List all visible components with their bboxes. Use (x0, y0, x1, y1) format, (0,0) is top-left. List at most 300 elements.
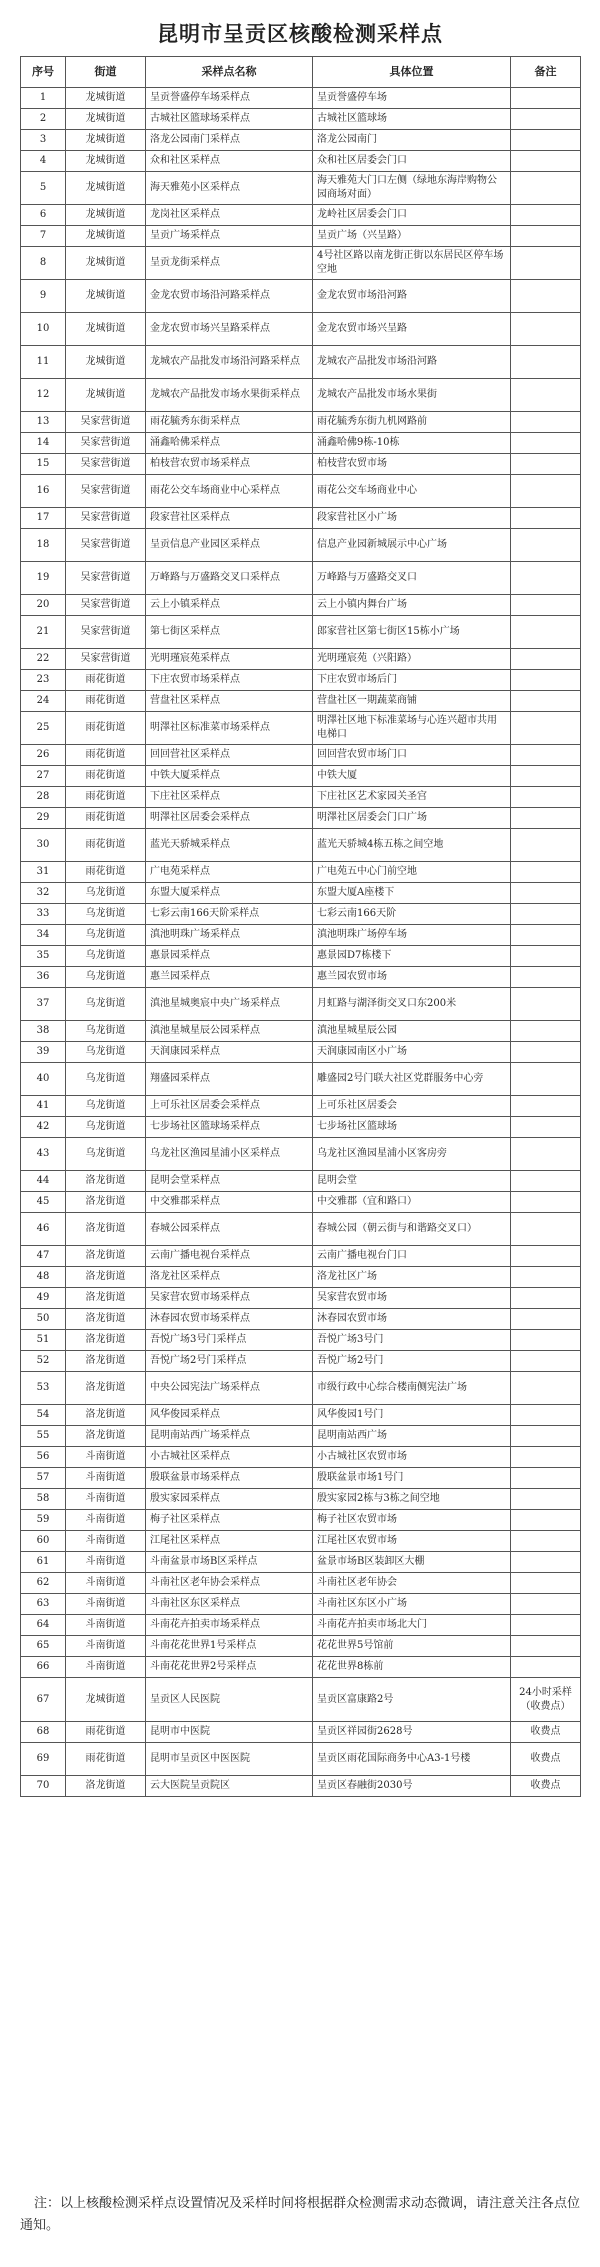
row-site-name: 天润康园采样点 (146, 1042, 313, 1063)
row-location: 风华俊园1号门 (313, 1405, 511, 1426)
row-street: 龙城街道 (66, 88, 146, 109)
table-row (21, 562, 581, 595)
row-location: 吴家营农贸市场 (313, 1288, 511, 1309)
row-number: 61 (21, 1552, 66, 1573)
row-location: 斗南社区老年协会 (313, 1573, 511, 1594)
row-remark (511, 1213, 581, 1246)
row-site-name: 明澤社区标准菜市场采样点 (146, 712, 313, 745)
row-location: 回回营农贸市场门口 (313, 745, 511, 766)
table-row (21, 1042, 581, 1063)
row-site-name: 沐春园农贸市场采样点 (146, 1309, 313, 1330)
table-row (21, 691, 581, 712)
row-street: 乌龙街道 (66, 1021, 146, 1042)
row-site-name: 小古城社区采样点 (146, 1447, 313, 1468)
row-location: 洛龙公园南门 (313, 130, 511, 151)
row-remark (511, 433, 581, 454)
row-number: 66 (21, 1657, 66, 1678)
row-location: 呈贡区富康路2号 (313, 1678, 511, 1722)
row-remark (511, 904, 581, 925)
row-street: 斗南街道 (66, 1447, 146, 1468)
row-remark (511, 109, 581, 130)
row-site-name: 斗南花花世界1号采样点 (146, 1636, 313, 1657)
row-street: 洛龙街道 (66, 1351, 146, 1372)
row-street: 龙城街道 (66, 109, 146, 130)
row-location: 信息产业园新城展示中心广场 (313, 529, 511, 562)
row-site-name: 昆明会堂采样点 (146, 1171, 313, 1192)
row-number: 51 (21, 1330, 66, 1351)
row-street: 龙城街道 (66, 226, 146, 247)
table-row (21, 529, 581, 562)
row-street: 斗南街道 (66, 1510, 146, 1531)
table-row (21, 883, 581, 904)
row-street: 洛龙街道 (66, 1267, 146, 1288)
table-row (21, 808, 581, 829)
row-location: 下庄社区艺术家园关圣宫 (313, 787, 511, 808)
row-number: 26 (21, 745, 66, 766)
sampling-points-table (20, 56, 581, 1797)
row-remark (511, 346, 581, 379)
row-location: 段家营社区小广场 (313, 508, 511, 529)
row-location: 万峰路与万盛路交叉口 (313, 562, 511, 595)
row-location: 昆明会堂 (313, 1171, 511, 1192)
row-street: 吴家营街道 (66, 508, 146, 529)
row-location: 吾悦广场3号门 (313, 1330, 511, 1351)
row-location: 天润康园南区小广场 (313, 1042, 511, 1063)
row-street: 乌龙街道 (66, 1138, 146, 1171)
table-row (21, 1552, 581, 1573)
row-street: 雨花街道 (66, 787, 146, 808)
row-number: 55 (21, 1426, 66, 1447)
row-remark (511, 1246, 581, 1267)
row-street: 乌龙街道 (66, 946, 146, 967)
row-location: 雨花公交车场商业中心 (313, 475, 511, 508)
row-location: 龙城农产品批发市场水果街 (313, 379, 511, 412)
row-site-name: 斗南花花世界2号采样点 (146, 1657, 313, 1678)
row-street: 洛龙街道 (66, 1213, 146, 1246)
row-site-name: 昆明市中医院 (146, 1722, 313, 1743)
row-remark (511, 1171, 581, 1192)
row-site-name: 梅子社区采样点 (146, 1510, 313, 1531)
row-remark (511, 1117, 581, 1138)
row-site-name: 斗南社区老年协会采样点 (146, 1573, 313, 1594)
row-remark (511, 151, 581, 172)
row-number: 50 (21, 1309, 66, 1330)
row-remark (511, 1510, 581, 1531)
row-remark (511, 1657, 581, 1678)
row-street: 斗南街道 (66, 1594, 146, 1615)
row-site-name: 上可乐社区居委会采样点 (146, 1096, 313, 1117)
row-number: 58 (21, 1489, 66, 1510)
row-remark (511, 508, 581, 529)
row-site-name: 金龙农贸市场兴呈路采样点 (146, 313, 313, 346)
row-site-name: 中交雅郡采样点 (146, 1192, 313, 1213)
table-row (21, 1405, 581, 1426)
row-location: 呈贡区雨花国际商务中心A3-1号楼 (313, 1743, 511, 1776)
row-remark (511, 808, 581, 829)
row-street: 洛龙街道 (66, 1288, 146, 1309)
row-street: 洛龙街道 (66, 1246, 146, 1267)
row-location: 滇池明珠广场停车场 (313, 925, 511, 946)
row-street: 洛龙街道 (66, 1776, 146, 1797)
row-site-name: 乌龙社区渔园星浦小区采样点 (146, 1138, 313, 1171)
row-number: 68 (21, 1722, 66, 1743)
row-remark (511, 130, 581, 151)
row-site-name: 洛龙社区采样点 (146, 1267, 313, 1288)
row-location: 呈贡区祥园街2628号 (313, 1722, 511, 1743)
row-number: 45 (21, 1192, 66, 1213)
row-street: 龙城街道 (66, 130, 146, 151)
row-remark: 收费点 (511, 1722, 581, 1743)
row-street: 龙城街道 (66, 346, 146, 379)
row-site-name: 殷实家园采样点 (146, 1489, 313, 1510)
footnote: 注：以上核酸检测采样点设置情况及采样时间将根据群众检测需求动态微调，请注意关注各点位通知。 (20, 2196, 581, 2233)
table-row (21, 1573, 581, 1594)
table-row (21, 649, 581, 670)
row-location: 广电苑五中心门前空地 (313, 862, 511, 883)
row-number: 19 (21, 562, 66, 595)
row-site-name: 海天雅苑小区采样点 (146, 172, 313, 205)
row-number: 47 (21, 1246, 66, 1267)
table-row (21, 1171, 581, 1192)
row-remark (511, 1309, 581, 1330)
row-remark (511, 829, 581, 862)
row-location: 雕盛园2号门联大社区党群服务中心旁 (313, 1063, 511, 1096)
row-remark (511, 670, 581, 691)
row-site-name: 昆明市呈贡区中医医院 (146, 1743, 313, 1776)
row-location: 沐春园农贸市场 (313, 1309, 511, 1330)
row-street: 洛龙街道 (66, 1192, 146, 1213)
row-street: 雨花街道 (66, 670, 146, 691)
row-number: 43 (21, 1138, 66, 1171)
table-row (21, 1776, 581, 1797)
row-street: 洛龙街道 (66, 1309, 146, 1330)
row-location: 上可乐社区居委会 (313, 1096, 511, 1117)
row-street: 斗南街道 (66, 1657, 146, 1678)
row-location: 古城社区篮球场 (313, 109, 511, 130)
row-street: 洛龙街道 (66, 1405, 146, 1426)
row-number: 60 (21, 1531, 66, 1552)
row-remark (511, 691, 581, 712)
row-number: 52 (21, 1351, 66, 1372)
row-site-name: 洛龙公园南门采样点 (146, 130, 313, 151)
row-street: 斗南街道 (66, 1552, 146, 1573)
header-street: 街道 (66, 57, 146, 88)
row-site-name: 呈贡信息产业园区采样点 (146, 529, 313, 562)
row-remark (511, 595, 581, 616)
row-location: 洛龙社区广场 (313, 1267, 511, 1288)
row-location: 蓝光天骄城4栋五栋之间空地 (313, 829, 511, 862)
row-street: 吴家营街道 (66, 454, 146, 475)
table-row (21, 1531, 581, 1552)
row-street: 斗南街道 (66, 1615, 146, 1636)
row-location: 月虹路与湖泽街交叉口东200米 (313, 988, 511, 1021)
row-site-name: 吾悦广场3号门采样点 (146, 1330, 313, 1351)
row-remark (511, 988, 581, 1021)
row-street: 吴家营街道 (66, 475, 146, 508)
row-number: 12 (21, 379, 66, 412)
row-site-name: 段家营社区采样点 (146, 508, 313, 529)
row-number: 10 (21, 313, 66, 346)
row-number: 44 (21, 1171, 66, 1192)
row-location: 龙城农产品批发市场沿河路 (313, 346, 511, 379)
row-location: 中交雅郡（宜和路口） (313, 1192, 511, 1213)
row-remark (511, 1594, 581, 1615)
row-site-name: 第七街区采样点 (146, 616, 313, 649)
row-street: 洛龙街道 (66, 1171, 146, 1192)
row-site-name: 滇池星城星辰公园采样点 (146, 1021, 313, 1042)
row-location: 小古城社区农贸市场 (313, 1447, 511, 1468)
row-street: 龙城街道 (66, 247, 146, 280)
row-location: 殷实家园2栋与3栋之间空地 (313, 1489, 511, 1510)
row-street: 乌龙街道 (66, 988, 146, 1021)
row-remark (511, 1138, 581, 1171)
row-location: 江尾社区农贸市场 (313, 1531, 511, 1552)
row-site-name: 斗南花卉拍卖市场采样点 (146, 1615, 313, 1636)
row-remark (511, 1552, 581, 1573)
row-site-name: 云大医院呈贡院区 (146, 1776, 313, 1797)
table-row (21, 946, 581, 967)
row-number: 70 (21, 1776, 66, 1797)
row-number: 18 (21, 529, 66, 562)
table-row (21, 1246, 581, 1267)
row-remark (511, 1330, 581, 1351)
row-number: 42 (21, 1117, 66, 1138)
row-site-name: 回回营社区采样点 (146, 745, 313, 766)
table-row (21, 1330, 581, 1351)
row-site-name: 呈贡誉盛停车场采样点 (146, 88, 313, 109)
row-site-name: 滇池明珠广场采样点 (146, 925, 313, 946)
table-row (21, 1021, 581, 1042)
row-remark (511, 412, 581, 433)
row-site-name: 云南广播电视台采样点 (146, 1246, 313, 1267)
row-street: 斗南街道 (66, 1468, 146, 1489)
row-number: 22 (21, 649, 66, 670)
row-site-name: 呈贡区人民医院 (146, 1678, 313, 1722)
row-street: 吴家营街道 (66, 433, 146, 454)
row-number: 48 (21, 1267, 66, 1288)
row-street: 斗南街道 (66, 1489, 146, 1510)
row-location: 呈贡广场（兴呈路） (313, 226, 511, 247)
row-number: 17 (21, 508, 66, 529)
table-row (21, 766, 581, 787)
row-number: 34 (21, 925, 66, 946)
row-remark (511, 205, 581, 226)
row-street: 龙城街道 (66, 151, 146, 172)
row-remark (511, 172, 581, 205)
row-street: 雨花街道 (66, 829, 146, 862)
row-number: 14 (21, 433, 66, 454)
row-site-name: 吾悦广场2号门采样点 (146, 1351, 313, 1372)
row-street: 雨花街道 (66, 862, 146, 883)
row-number: 54 (21, 1405, 66, 1426)
table-row (21, 1267, 581, 1288)
row-site-name: 滇池星城奥宸中央广场采样点 (146, 988, 313, 1021)
table-row (21, 247, 581, 280)
row-location: 中铁大厦 (313, 766, 511, 787)
row-location: 金龙农贸市场兴呈路 (313, 313, 511, 346)
row-number: 65 (21, 1636, 66, 1657)
table-row (21, 1288, 581, 1309)
row-site-name: 龙城农产品批发市场水果街采样点 (146, 379, 313, 412)
table-row (21, 1743, 581, 1776)
row-number: 25 (21, 712, 66, 745)
table-row (21, 1096, 581, 1117)
table-row (21, 1213, 581, 1246)
row-remark: 收费点 (511, 1776, 581, 1797)
row-street: 吴家营街道 (66, 562, 146, 595)
row-street: 乌龙街道 (66, 1063, 146, 1096)
row-street: 乌龙街道 (66, 904, 146, 925)
row-number: 28 (21, 787, 66, 808)
table-row (21, 454, 581, 475)
row-number: 39 (21, 1042, 66, 1063)
row-location: 营盘社区一期蔬菜商铺 (313, 691, 511, 712)
row-number: 33 (21, 904, 66, 925)
table-row (21, 829, 581, 862)
row-location: 花花世界5号馆前 (313, 1636, 511, 1657)
row-location: 乌龙社区渔园星浦小区客房旁 (313, 1138, 511, 1171)
row-remark (511, 745, 581, 766)
table-row (21, 1117, 581, 1138)
row-location: 吾悦广场2号门 (313, 1351, 511, 1372)
table-row (21, 1372, 581, 1405)
table-row (21, 433, 581, 454)
row-street: 雨花街道 (66, 1722, 146, 1743)
row-site-name: 惠兰园采样点 (146, 967, 313, 988)
row-location: 市级行政中心综合楼南侧宪法广场 (313, 1372, 511, 1405)
row-street: 雨花街道 (66, 766, 146, 787)
row-site-name: 七步场社区篮球场采样点 (146, 1117, 313, 1138)
row-site-name: 风华俊园采样点 (146, 1405, 313, 1426)
table-row (21, 1351, 581, 1372)
table-row (21, 475, 581, 508)
table-row (21, 616, 581, 649)
page-title: 昆明市呈贡区核酸检测采样点 (157, 21, 443, 46)
row-number: 41 (21, 1096, 66, 1117)
row-remark: 收费点 (511, 1743, 581, 1776)
row-location: 光明瑾宸苑（兴阳路） (313, 649, 511, 670)
row-street: 斗南街道 (66, 1573, 146, 1594)
row-street: 吴家营街道 (66, 649, 146, 670)
row-number: 5 (21, 172, 66, 205)
row-location: 云上小镇内舞台广场 (313, 595, 511, 616)
row-number: 38 (21, 1021, 66, 1042)
row-remark (511, 1405, 581, 1426)
row-remark (511, 883, 581, 904)
row-site-name: 七彩云南166天阶采样点 (146, 904, 313, 925)
row-site-name: 广电苑采样点 (146, 862, 313, 883)
row-site-name: 龙城农产品批发市场沿河路采样点 (146, 346, 313, 379)
row-location: 滇池星城星辰公园 (313, 1021, 511, 1042)
row-number: 4 (21, 151, 66, 172)
row-location: 呈贡区春融街2030号 (313, 1776, 511, 1797)
row-number: 11 (21, 346, 66, 379)
row-remark: 24小时采样（收费点） (511, 1678, 581, 1722)
row-location: 云南广播电视台门口 (313, 1246, 511, 1267)
row-street: 龙城街道 (66, 205, 146, 226)
row-location: 4号社区路以南龙街正街以东居民区停车场空地 (313, 247, 511, 280)
table-row (21, 1722, 581, 1743)
row-street: 乌龙街道 (66, 1117, 146, 1138)
table-row (21, 967, 581, 988)
row-street: 洛龙街道 (66, 1426, 146, 1447)
row-remark (511, 88, 581, 109)
row-number: 31 (21, 862, 66, 883)
table-row (21, 1309, 581, 1330)
row-number: 27 (21, 766, 66, 787)
row-number: 46 (21, 1213, 66, 1246)
row-number: 24 (21, 691, 66, 712)
row-number: 16 (21, 475, 66, 508)
row-remark (511, 1267, 581, 1288)
row-site-name: 云上小镇采样点 (146, 595, 313, 616)
row-street: 乌龙街道 (66, 883, 146, 904)
row-street: 吴家营街道 (66, 595, 146, 616)
row-remark (511, 1468, 581, 1489)
row-street: 雨花街道 (66, 712, 146, 745)
row-site-name: 呈贡龙街采样点 (146, 247, 313, 280)
row-remark (511, 1615, 581, 1636)
header-remark: 备注 (511, 57, 581, 88)
row-location: 惠兰园农贸市场 (313, 967, 511, 988)
row-site-name: 春城公园采样点 (146, 1213, 313, 1246)
row-street: 乌龙街道 (66, 1096, 146, 1117)
table-row (21, 1678, 581, 1722)
row-remark (511, 1351, 581, 1372)
row-number: 23 (21, 670, 66, 691)
row-remark (511, 247, 581, 280)
table-row (21, 172, 581, 205)
table-row (21, 1615, 581, 1636)
row-number: 15 (21, 454, 66, 475)
row-remark (511, 1531, 581, 1552)
row-site-name: 斗南盆景市场B区采样点 (146, 1552, 313, 1573)
table-row (21, 346, 581, 379)
header-name: 采样点名称 (146, 57, 313, 88)
row-location: 金龙农贸市场沿河路 (313, 280, 511, 313)
table-row (21, 595, 581, 616)
row-site-name: 雨花公交车场商业中心采样点 (146, 475, 313, 508)
row-street: 洛龙街道 (66, 1372, 146, 1405)
row-number: 13 (21, 412, 66, 433)
row-site-name: 万峰路与万盛路交叉口采样点 (146, 562, 313, 595)
row-site-name: 下庄社区采样点 (146, 787, 313, 808)
row-remark (511, 313, 581, 346)
table-row (21, 925, 581, 946)
row-remark (511, 712, 581, 745)
row-location: 众和社区居委会门口 (313, 151, 511, 172)
row-site-name: 呈贡广场采样点 (146, 226, 313, 247)
row-site-name: 众和社区采样点 (146, 151, 313, 172)
table-row (21, 109, 581, 130)
table-row (21, 205, 581, 226)
row-number: 1 (21, 88, 66, 109)
row-number: 9 (21, 280, 66, 313)
row-location: 盆景市场B区装卸区大棚 (313, 1552, 511, 1573)
table-header-row (21, 57, 581, 88)
row-remark (511, 1288, 581, 1309)
row-location: 花花世界8栋前 (313, 1657, 511, 1678)
row-site-name: 下庄农贸市场采样点 (146, 670, 313, 691)
table-row (21, 1192, 581, 1213)
row-remark (511, 379, 581, 412)
row-street: 吴家营街道 (66, 616, 146, 649)
table-row (21, 412, 581, 433)
row-number: 62 (21, 1573, 66, 1594)
row-number: 63 (21, 1594, 66, 1615)
row-street: 乌龙街道 (66, 967, 146, 988)
row-location: 惠景园D7栋楼下 (313, 946, 511, 967)
